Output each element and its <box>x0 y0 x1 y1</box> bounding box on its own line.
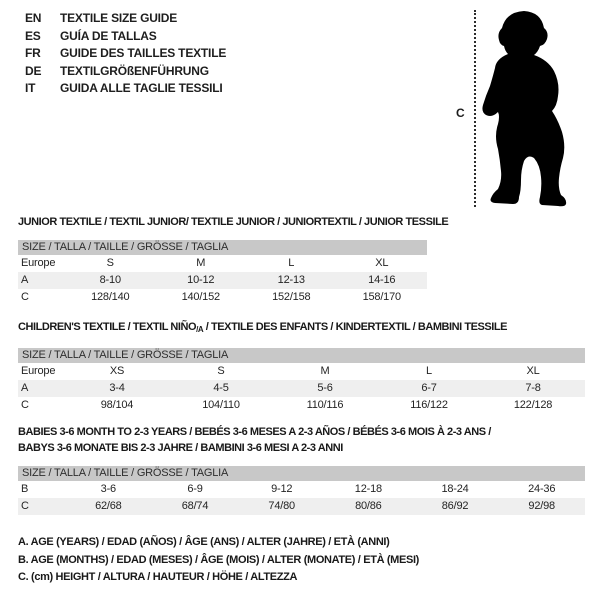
height-label-c: C <box>456 106 465 120</box>
size-cell: 140/152 <box>181 291 220 303</box>
size-cell: 5-6 <box>317 382 333 394</box>
size-header-bar: SIZE / TALLA / TAILLE / GRÖSSE / TAGLIA <box>18 466 585 481</box>
row-label: A <box>21 274 29 286</box>
row-label: Europe <box>21 257 56 269</box>
table-row <box>18 363 585 380</box>
size-cell: 74/80 <box>268 500 295 512</box>
size-cell: 80/86 <box>355 500 382 512</box>
table-row <box>18 380 585 397</box>
row-label: Europe <box>21 365 56 377</box>
language-code: ES <box>25 28 41 43</box>
size-cell: 24-36 <box>528 483 556 495</box>
language-label: GUIDA ALLE TAGLIE TESSILI <box>60 81 223 95</box>
size-cell: 104/110 <box>202 399 240 411</box>
size-cell: 6-9 <box>187 483 203 495</box>
size-cell: 8-10 <box>99 274 121 286</box>
size-cell: 9-12 <box>271 483 293 495</box>
row-label: C <box>21 291 29 303</box>
size-cell: S <box>106 257 114 269</box>
size-cell: XS <box>109 365 125 377</box>
table-row <box>18 255 427 272</box>
size-cell: 110/116 <box>306 399 344 411</box>
title-text: CHILDREN'S TEXTILE / TEXTIL NIÑO <box>18 321 197 333</box>
size-cell: M <box>196 257 206 269</box>
size-cell: S <box>217 365 225 377</box>
table-row <box>18 498 585 515</box>
size-cell: XL <box>375 257 389 269</box>
junior-textile-table <box>18 216 449 306</box>
language-code: DE <box>25 63 42 78</box>
size-cell: 12-13 <box>277 274 305 286</box>
size-cell: 14-16 <box>368 274 396 286</box>
language-label: TEXTILGRÖßENFÜHRUNG <box>60 63 209 78</box>
size-cell: 12-18 <box>354 483 382 495</box>
table-title <box>18 321 585 336</box>
title-line: BABYS 3-6 MONATE BIS 2-3 JAHRE / BAMBINI 3-6 MESI A 2-3 ANNI <box>18 442 343 454</box>
table-title <box>18 424 585 456</box>
legend-item <box>25 63 226 81</box>
size-cell: 116/122 <box>410 399 448 411</box>
size-header-bar: SIZE / TALLA / TAILLE / GRÖSSE / TAGLIA <box>18 240 427 255</box>
size-cell: 98/104 <box>100 399 134 411</box>
table-title: JUNIOR TEXTILE / TEXTIL JUNIOR/ TEXTILE JUNIOR / JUNIORTEXTIL / JUNIOR TESSILE <box>18 216 449 228</box>
size-cell: 7-8 <box>525 382 541 394</box>
language-code: FR <box>25 46 41 60</box>
footnotes <box>18 534 419 587</box>
size-cell: 18-24 <box>441 483 469 495</box>
size-cell: 3-6 <box>100 483 116 495</box>
legend-item <box>25 80 226 98</box>
footnote: B. AGE (MONTHS) / EDAD (MESES) / ÂGE (MOIS) / ALTER (MONATE) / ETÀ (MESI) <box>18 553 419 566</box>
height-measure-dotted-line <box>474 10 476 207</box>
table-row <box>18 289 427 306</box>
table-row <box>18 272 427 289</box>
legend-item <box>25 45 226 63</box>
size-cell: 10-12 <box>187 274 215 286</box>
babies-textile-table <box>18 424 585 515</box>
title-text: / TEXTILE DES ENFANTS / KINDERTEXTIL / BAMBINI TESSILE <box>203 321 508 333</box>
size-cell: XL <box>526 365 540 377</box>
size-cell: 68/74 <box>181 500 209 512</box>
title-subscript: /A <box>196 325 204 334</box>
size-cell: 6-7 <box>421 382 437 394</box>
size-cell: M <box>320 365 330 377</box>
size-header-bar: SIZE / TALLA / TAILLE / GRÖSSE / TAGLIA <box>18 348 585 363</box>
size-cell: L <box>288 257 295 269</box>
size-cell: L <box>426 365 432 377</box>
row-label: C <box>21 399 29 411</box>
size-cell: 92/98 <box>528 500 555 512</box>
language-legend <box>25 10 226 98</box>
size-cell: 86/92 <box>441 500 469 512</box>
row-label: B <box>21 483 29 495</box>
size-cell: 128/140 <box>91 291 130 303</box>
row-label: C <box>21 500 29 512</box>
language-label: TEXTILE SIZE GUIDE <box>60 11 178 25</box>
row-label: A <box>21 382 29 394</box>
table-rows <box>18 481 585 515</box>
table-rows <box>18 363 585 414</box>
table-row <box>18 397 585 414</box>
language-code: IT <box>25 81 36 95</box>
footnote: A. AGE (YEARS) / EDAD (AÑOS) / ÂGE (ANS) / ALTER (JAHRE) / ETÀ (ANNI) <box>18 536 390 548</box>
size-cell: 4-5 <box>213 382 229 394</box>
title-line: BABIES 3-6 MONTH TO 2-3 YEARS / BEBÉS 3-6 MESES A 2-3 AÑOS / BÉBÉS 3-6 MOIS À 2-3 ANS / <box>18 426 491 438</box>
childrens-textile-table <box>18 321 585 414</box>
legend-item <box>25 28 226 46</box>
size-cell: 62/68 <box>95 500 122 512</box>
legend-item <box>25 10 226 28</box>
footnote: C. (cm) HEIGHT / ALTURA / HAUTEUR / HÖHE / ALTEZZA <box>18 571 298 584</box>
size-cell: 158/170 <box>362 291 401 303</box>
language-label: GUIDE DES TAILLES TEXTILE <box>60 46 227 60</box>
language-label: GUÍA DE TALLAS <box>60 28 157 43</box>
table-row <box>18 481 585 498</box>
size-cell: 152/158 <box>272 291 311 303</box>
table-rows <box>18 255 427 306</box>
toddler-silhouette-icon <box>478 8 574 208</box>
size-cell: 3-4 <box>109 382 125 394</box>
language-code: EN <box>25 11 42 25</box>
size-cell: 122/128 <box>513 399 553 411</box>
